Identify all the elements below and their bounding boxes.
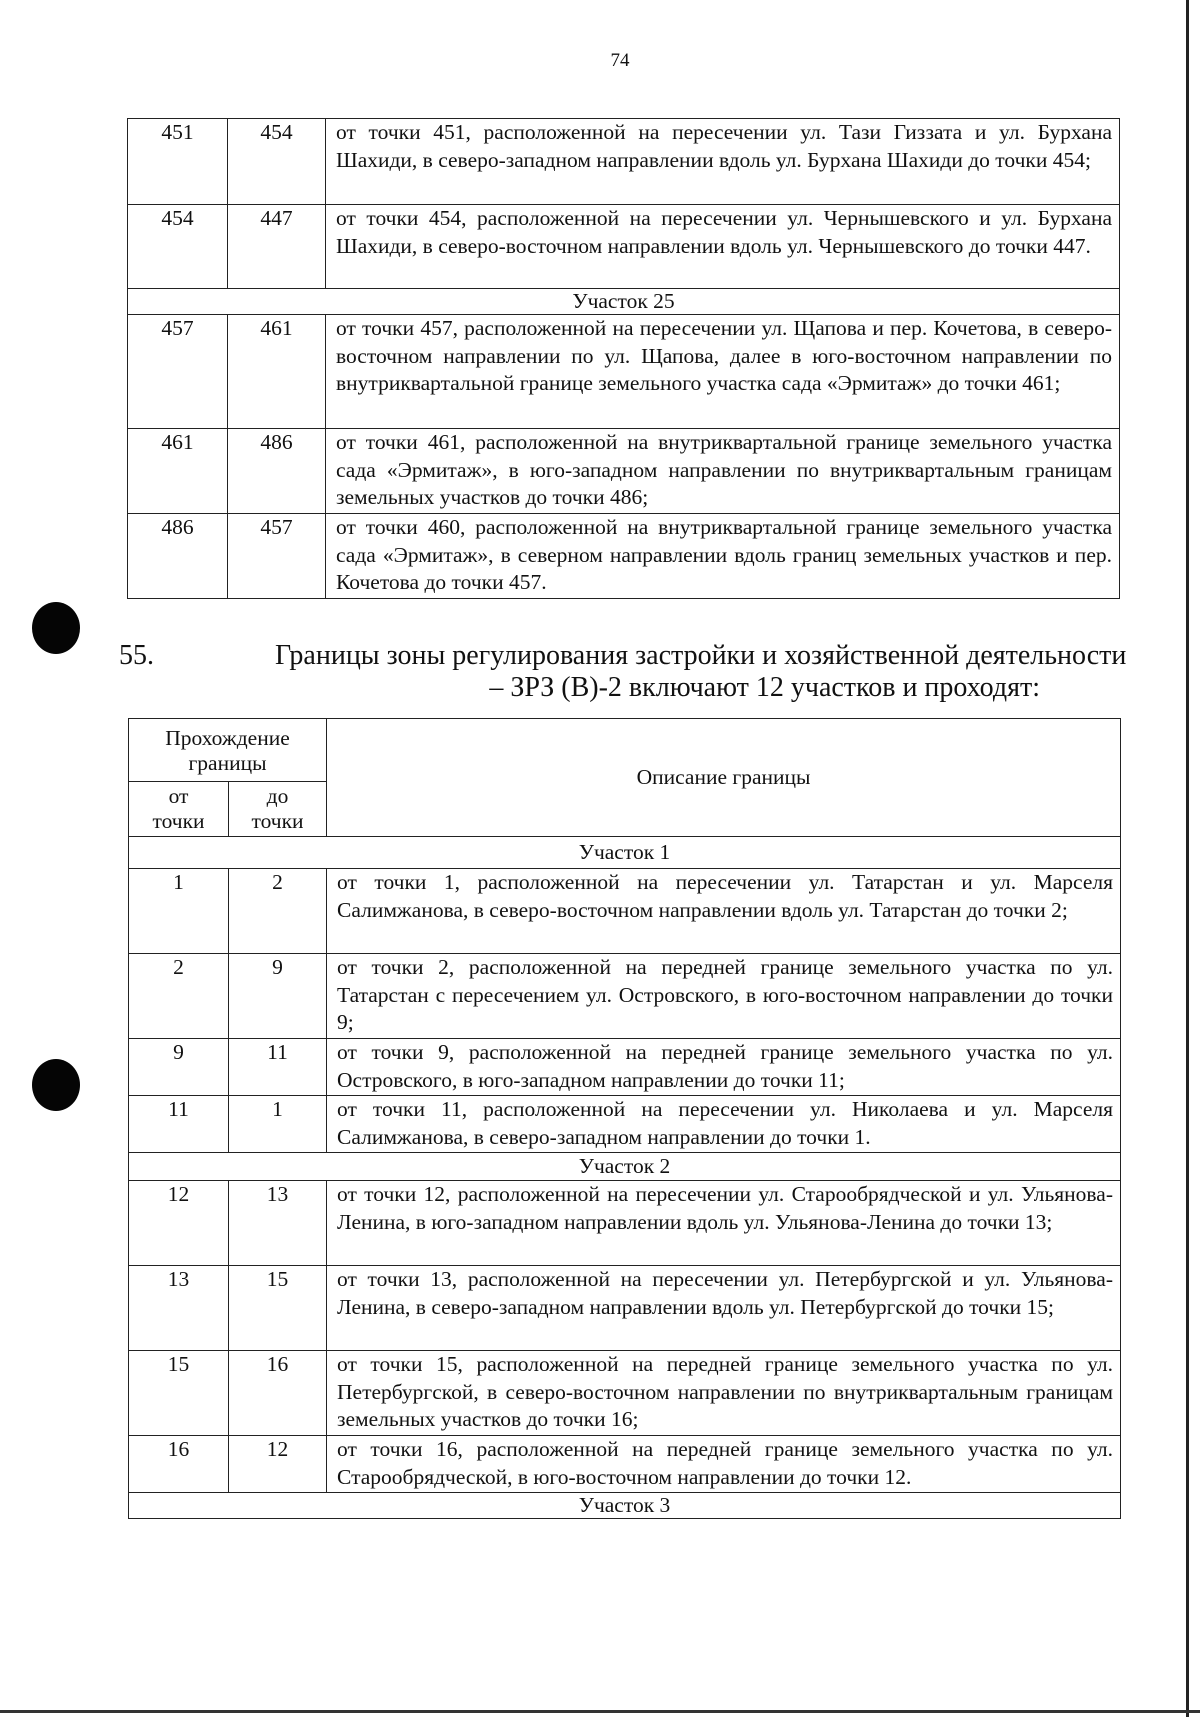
table-row <box>129 1351 1121 1436</box>
from-point: 2 <box>129 954 229 1039</box>
page-number: 74 <box>610 50 630 71</box>
table-row <box>128 205 1120 289</box>
boundary-description: от точки 11, расположенной на пересечении ул. Николаева и ул. Марселя Салимжанова, в северо-западном направлении до точки 1. <box>327 1096 1121 1153</box>
scan-edge-bottom <box>0 1710 1200 1713</box>
section-label: Участок 2 <box>129 1153 1121 1181</box>
from-point: 12 <box>129 1181 229 1266</box>
from-point: 451 <box>128 119 228 205</box>
table-row <box>129 1181 1121 1266</box>
from-point: 11 <box>129 1096 229 1153</box>
boundary-description: от точки 15, расположенной на передней границе земельного участка по ул. Петербургской, в северо-восточном направлении по внутриквартальным границам земельных участков до точки 16; <box>327 1351 1121 1436</box>
section-label: Участок 25 <box>128 289 1120 315</box>
table-row <box>129 869 1121 954</box>
boundary-description: от точки 9, расположенной на передней границе земельного участка по ул. Островского, в юго-западном направлении до точки 11; <box>327 1039 1121 1096</box>
from-point: 9 <box>129 1039 229 1096</box>
table-header-row <box>129 719 1121 782</box>
scan-edge-right <box>1186 0 1189 1717</box>
header-passage-label: Прохождение границы <box>165 726 290 775</box>
boundary-description: от точки 457, расположенной на пересечении ул. Щапова и пер. Кочетова, в северо-восточном направлении по ул. Щапова, далее в юго-восточном направлении по внутриквартальной границе земельного участка сада «Эрмитаж» до точки 461; <box>326 315 1120 429</box>
to-point: 11 <box>229 1039 327 1096</box>
boundary-table-zrz-v2 <box>128 718 1121 1519</box>
boundary-description: от точки 460, расположенной на внутриквартальной границе земельного участка сада «Эрмитаж», в северном направлении вдоль границ земельных участков и пер. Кочетова до точки 457. <box>326 514 1120 599</box>
to-point: 461 <box>228 315 326 429</box>
column-header-from <box>129 782 229 837</box>
from-point: 461 <box>128 429 228 514</box>
section-row <box>128 289 1120 315</box>
boundary-description: от точки 461, расположенной на внутриквартальной границе земельного участка сада «Эрмитаж», в юго-западном направлении по внутриквартальным границам земельных участков до точки 486; <box>326 429 1120 514</box>
header-to-label: до точки <box>251 784 304 833</box>
table-row <box>129 954 1121 1039</box>
to-point: 447 <box>228 205 326 289</box>
boundary-description: от точки 13, расположенной на пересечении ул. Петербургской и ул. Ульянова-Ленина, в северо-западном направлении вдоль ул. Петербургской до точки 15; <box>327 1266 1121 1351</box>
header-description-label: Описание границы <box>636 765 811 789</box>
from-point: 457 <box>128 315 228 429</box>
to-point: 1 <box>229 1096 327 1153</box>
from-point: 486 <box>128 514 228 599</box>
to-point: 15 <box>229 1266 327 1351</box>
column-header-to <box>229 782 327 837</box>
table-row <box>128 514 1120 599</box>
to-point: 12 <box>229 1436 327 1493</box>
boundary-description: от точки 2, расположенной на передней границе земельного участка по ул. Татарстан с пересечением ул. Островского, в юго-восточном направлении до точки 9; <box>327 954 1121 1039</box>
section-title-line1: Границы зоны регулирования застройки и хозяйственной деятельности <box>275 640 1127 671</box>
column-header-passage <box>129 719 327 782</box>
boundary-description: от точки 454, расположенной на пересечении ул. Чернышевского и ул. Бурхана Шахиди, в северо-восточном направлении вдоль ул. Чернышевского до точки 447. <box>326 205 1120 289</box>
punch-hole-top <box>32 602 80 654</box>
column-header-description <box>327 719 1121 837</box>
section-row <box>129 1493 1121 1519</box>
boundary-table-continued <box>127 118 1120 599</box>
table-row <box>129 1436 1121 1493</box>
table-row <box>129 1096 1121 1153</box>
from-point: 1 <box>129 869 229 954</box>
to-point: 2 <box>229 869 327 954</box>
to-point: 9 <box>229 954 327 1039</box>
boundary-description: от точки 1, расположенной на пересечении ул. Татарстан и ул. Марселя Салимжанова, в северо-восточном направлении вдоль ул. Татарстан до точки 2; <box>327 869 1121 954</box>
punch-hole-bottom <box>32 1059 80 1111</box>
table-row <box>128 119 1120 205</box>
table-row <box>128 429 1120 514</box>
to-point: 457 <box>228 514 326 599</box>
boundary-description: от точки 451, расположенной на пересечении ул. Тази Гиззата и ул. Бурхана Шахиди, в северо-западном направлении вдоль ул. Бурхана Шахиди до точки 454; <box>326 119 1120 205</box>
to-point: 13 <box>229 1181 327 1266</box>
section-row <box>129 837 1121 869</box>
boundary-description: от точки 12, расположенной на пересечении ул. Старообрядческой и ул. Ульянова-Ленина, в юго-западном направлении вдоль ул. Ульянова-Ленина до точки 13; <box>327 1181 1121 1266</box>
section-label: Участок 3 <box>129 1493 1121 1519</box>
section-number: 55. <box>119 640 154 671</box>
to-point: 16 <box>229 1351 327 1436</box>
header-from-label: от точки <box>152 784 205 833</box>
from-point: 13 <box>129 1266 229 1351</box>
section-label: Участок 1 <box>129 837 1121 869</box>
table-row <box>128 315 1120 429</box>
boundary-description: от точки 16, расположенной на передней границе земельного участка по ул. Старообрядческой, в юго-восточном направлении до точки 12. <box>327 1436 1121 1493</box>
to-point: 454 <box>228 119 326 205</box>
from-point: 16 <box>129 1436 229 1493</box>
to-point: 486 <box>228 429 326 514</box>
from-point: 454 <box>128 205 228 289</box>
section-row <box>129 1153 1121 1181</box>
table-row <box>129 1266 1121 1351</box>
from-point: 15 <box>129 1351 229 1436</box>
section-title-line2: – ЗРЗ (В)-2 включают 12 участков и проходят: <box>489 672 1040 703</box>
table-row <box>129 1039 1121 1096</box>
